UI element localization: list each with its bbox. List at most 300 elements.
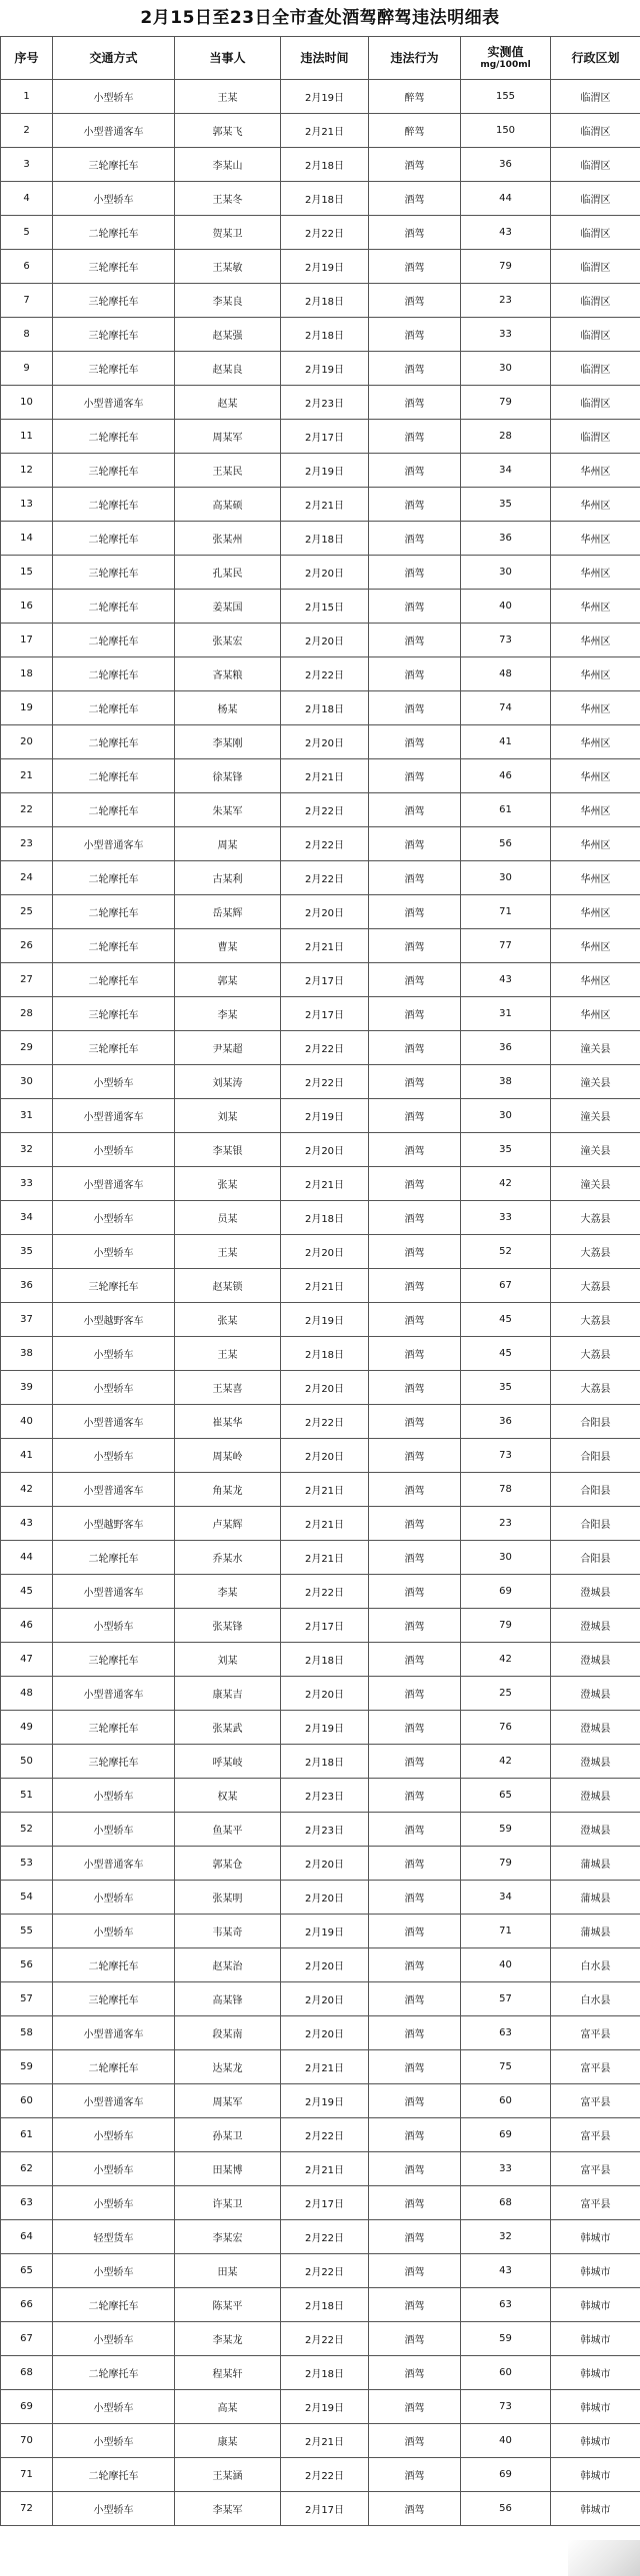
table-row	[1, 1133, 640, 1167]
cell-party: 张某州	[175, 522, 281, 556]
cell-party: 周某军	[175, 2084, 281, 2118]
cell-measured: 77	[461, 929, 551, 963]
cell-party: 贺某卫	[175, 216, 281, 250]
cell-time: 2月20日	[281, 725, 369, 759]
cell-district: 大荔县	[551, 1303, 640, 1337]
table-row	[1, 114, 640, 148]
table-row	[1, 250, 640, 284]
cell-vehicle: 小型轿车	[53, 1813, 175, 1847]
cell-district: 临渭区	[551, 352, 640, 386]
cell-district: 华州区	[551, 488, 640, 522]
cell-time: 2月20日	[281, 624, 369, 657]
cell-party: 周某军	[175, 420, 281, 454]
cell-vehicle: 二轮摩托车	[53, 963, 175, 997]
cell-measured: 76	[461, 1711, 551, 1745]
cell-index: 32	[1, 1133, 53, 1167]
cell-time: 2月23日	[281, 386, 369, 420]
cell-time: 2月19日	[281, 454, 369, 488]
cell-measured: 28	[461, 420, 551, 454]
cell-district: 华州区	[551, 725, 640, 759]
cell-vehicle: 小型普通客车	[53, 2084, 175, 2118]
table-row	[1, 1269, 640, 1303]
cell-vehicle: 小型轿车	[53, 182, 175, 216]
cell-index: 27	[1, 963, 53, 997]
cell-party: 周某	[175, 827, 281, 861]
cell-measured: 36	[461, 1405, 551, 1439]
cell-party: 赵某	[175, 386, 281, 420]
cell-measured: 79	[461, 1847, 551, 1881]
cell-measured: 78	[461, 1473, 551, 1507]
cell-violation: 酒驾	[369, 1167, 461, 1201]
cell-district: 华州区	[551, 522, 640, 556]
cell-district: 富平县	[551, 2152, 640, 2186]
cell-time: 2月18日	[281, 522, 369, 556]
cell-measured: 44	[461, 182, 551, 216]
cell-violation: 酒驾	[369, 827, 461, 861]
cell-measured: 41	[461, 725, 551, 759]
cell-violation: 酒驾	[369, 1371, 461, 1405]
cell-index: 72	[1, 2492, 53, 2526]
cell-party: 杨某	[175, 691, 281, 725]
cell-measured: 30	[461, 352, 551, 386]
cell-violation: 酒驾	[369, 624, 461, 657]
cell-time: 2月22日	[281, 1065, 369, 1099]
cell-index: 58	[1, 2016, 53, 2050]
cell-party: 乔某水	[175, 1541, 281, 1575]
cell-index: 43	[1, 1507, 53, 1541]
table-row	[1, 386, 640, 420]
cell-party: 高某硕	[175, 488, 281, 522]
cell-time: 2月22日	[281, 2458, 369, 2492]
cell-violation: 酒驾	[369, 1948, 461, 1982]
cell-party: 李某银	[175, 1133, 281, 1167]
cell-measured: 68	[461, 2186, 551, 2220]
cell-vehicle: 小型轿车	[53, 2390, 175, 2424]
cell-index: 68	[1, 2356, 53, 2390]
cell-measured: 33	[461, 318, 551, 352]
violation-table	[0, 36, 640, 2526]
cell-time: 2月18日	[281, 182, 369, 216]
cell-time: 2月21日	[281, 1507, 369, 1541]
cell-measured: 67	[461, 1269, 551, 1303]
cell-violation: 酒驾	[369, 1473, 461, 1507]
cell-violation: 酒驾	[369, 386, 461, 420]
cell-time: 2月21日	[281, 1473, 369, 1507]
cell-party: 王某涵	[175, 2458, 281, 2492]
cell-party: 高某	[175, 2390, 281, 2424]
cell-measured: 45	[461, 1337, 551, 1371]
cell-index: 33	[1, 1167, 53, 1201]
cell-measured: 69	[461, 2118, 551, 2152]
cell-violation: 酒驾	[369, 2118, 461, 2152]
cell-index: 3	[1, 148, 53, 182]
cell-party: 王某民	[175, 454, 281, 488]
cell-time: 2月22日	[281, 1405, 369, 1439]
cell-district: 澄城县	[551, 1779, 640, 1813]
cell-violation: 酒驾	[369, 793, 461, 827]
cell-violation: 酒驾	[369, 488, 461, 522]
cell-district: 韩城市	[551, 2458, 640, 2492]
cell-time: 2月22日	[281, 827, 369, 861]
cell-measured: 73	[461, 2390, 551, 2424]
cell-index: 21	[1, 759, 53, 793]
header-measured-unit: mg/100ml	[480, 59, 531, 70]
cell-party: 陈某平	[175, 2288, 281, 2322]
cell-index: 42	[1, 1473, 53, 1507]
cell-index: 11	[1, 420, 53, 454]
cell-measured: 34	[461, 1881, 551, 1915]
cell-violation: 醉驾	[369, 114, 461, 148]
cell-time: 2月20日	[281, 1371, 369, 1405]
cell-measured: 42	[461, 1167, 551, 1201]
cell-vehicle: 小型普通客车	[53, 1473, 175, 1507]
cell-violation: 酒驾	[369, 2424, 461, 2458]
cell-party: 曹某	[175, 929, 281, 963]
cell-violation: 酒驾	[369, 657, 461, 691]
cell-violation: 酒驾	[369, 725, 461, 759]
cell-measured: 23	[461, 284, 551, 318]
cell-index: 47	[1, 1643, 53, 1677]
cell-vehicle: 小型普通客车	[53, 1677, 175, 1711]
cell-index: 51	[1, 1779, 53, 1813]
cell-vehicle: 小型轿车	[53, 1371, 175, 1405]
cell-index: 71	[1, 2458, 53, 2492]
cell-measured: 33	[461, 2152, 551, 2186]
cell-time: 2月17日	[281, 997, 369, 1031]
cell-party: 周某岭	[175, 1439, 281, 1473]
cell-measured: 31	[461, 997, 551, 1031]
cell-violation: 酒驾	[369, 1643, 461, 1677]
cell-party: 尹某超	[175, 1031, 281, 1065]
cell-party: 王某	[175, 1235, 281, 1269]
cell-party: 达某龙	[175, 2050, 281, 2084]
cell-district: 澄城县	[551, 1643, 640, 1677]
cell-party: 李某山	[175, 148, 281, 182]
table-row	[1, 1881, 640, 1915]
cell-index: 40	[1, 1405, 53, 1439]
cell-time: 2月22日	[281, 2118, 369, 2152]
cell-measured: 40	[461, 590, 551, 624]
cell-district: 白水县	[551, 1948, 640, 1982]
cell-violation: 酒驾	[369, 352, 461, 386]
cell-time: 2月18日	[281, 691, 369, 725]
cell-district: 合阳县	[551, 1507, 640, 1541]
table-row	[1, 1473, 640, 1507]
cell-violation: 酒驾	[369, 2492, 461, 2526]
cell-district: 蒲城县	[551, 1915, 640, 1948]
cell-district: 华州区	[551, 590, 640, 624]
cell-measured: 36	[461, 522, 551, 556]
cell-party: 呼某岐	[175, 1745, 281, 1779]
cell-time: 2月18日	[281, 1337, 369, 1371]
cell-vehicle: 三轮摩托车	[53, 148, 175, 182]
cell-time: 2月21日	[281, 1167, 369, 1201]
table-row	[1, 80, 640, 114]
table-row	[1, 2390, 640, 2424]
cell-district: 韩城市	[551, 2356, 640, 2390]
cell-party: 崔某华	[175, 1405, 281, 1439]
cell-violation: 酒驾	[369, 963, 461, 997]
cell-party: 康某	[175, 2424, 281, 2458]
table-row	[1, 725, 640, 759]
cell-district: 潼关县	[551, 1099, 640, 1133]
cell-measured: 63	[461, 2288, 551, 2322]
table-row	[1, 2322, 640, 2356]
cell-vehicle: 小型轿车	[53, 2322, 175, 2356]
cell-measured: 42	[461, 1643, 551, 1677]
cell-district: 临渭区	[551, 148, 640, 182]
header-time: 违法时间	[281, 37, 369, 80]
cell-time: 2月15日	[281, 590, 369, 624]
cell-measured: 75	[461, 2050, 551, 2084]
cell-index: 55	[1, 1915, 53, 1948]
cell-district: 临渭区	[551, 386, 640, 420]
cell-measured: 155	[461, 80, 551, 114]
cell-measured: 63	[461, 2016, 551, 2050]
cell-vehicle: 小型普通客车	[53, 827, 175, 861]
table-row	[1, 522, 640, 556]
cell-time: 2月22日	[281, 657, 369, 691]
cell-vehicle: 三轮摩托车	[53, 1745, 175, 1779]
cell-district: 华州区	[551, 827, 640, 861]
cell-district: 富平县	[551, 2186, 640, 2220]
cell-time: 2月19日	[281, 2084, 369, 2118]
cell-violation: 酒驾	[369, 1031, 461, 1065]
cell-vehicle: 小型普通客车	[53, 1405, 175, 1439]
cell-measured: 52	[461, 1235, 551, 1269]
table-row	[1, 2186, 640, 2220]
cell-vehicle: 小型轿车	[53, 2424, 175, 2458]
table-row	[1, 1065, 640, 1099]
cell-index: 59	[1, 2050, 53, 2084]
table-row	[1, 1099, 640, 1133]
cell-measured: 59	[461, 2322, 551, 2356]
table-row	[1, 1201, 640, 1235]
cell-violation: 酒驾	[369, 522, 461, 556]
cell-party: 李某宏	[175, 2220, 281, 2254]
cell-district: 澄城县	[551, 1745, 640, 1779]
cell-measured: 79	[461, 1609, 551, 1643]
table-row	[1, 1711, 640, 1745]
table-row	[1, 2492, 640, 2526]
cell-violation: 酒驾	[369, 2016, 461, 2050]
cell-district: 富平县	[551, 2118, 640, 2152]
cell-district: 大荔县	[551, 1337, 640, 1371]
table-row	[1, 624, 640, 657]
cell-index: 57	[1, 1982, 53, 2016]
cell-measured: 43	[461, 2254, 551, 2288]
cell-vehicle: 小型普通客车	[53, 114, 175, 148]
cell-index: 10	[1, 386, 53, 420]
cell-time: 2月21日	[281, 114, 369, 148]
cell-time: 2月21日	[281, 929, 369, 963]
cell-party: 段某南	[175, 2016, 281, 2050]
cell-district: 潼关县	[551, 1031, 640, 1065]
cell-vehicle: 三轮摩托车	[53, 997, 175, 1031]
cell-party: 韦某奇	[175, 1915, 281, 1948]
cell-vehicle: 小型普通客车	[53, 2016, 175, 2050]
cell-time: 2月17日	[281, 1609, 369, 1643]
cell-violation: 酒驾	[369, 2356, 461, 2390]
cell-vehicle: 二轮摩托车	[53, 725, 175, 759]
cell-measured: 48	[461, 657, 551, 691]
cell-time: 2月22日	[281, 2254, 369, 2288]
cell-district: 合阳县	[551, 1541, 640, 1575]
table-row	[1, 1643, 640, 1677]
header-vehicle: 交通方式	[53, 37, 175, 80]
table-row	[1, 488, 640, 522]
cell-district: 华州区	[551, 997, 640, 1031]
table-row	[1, 1779, 640, 1813]
table-row	[1, 1031, 640, 1065]
cell-violation: 酒驾	[369, 2390, 461, 2424]
cell-index: 41	[1, 1439, 53, 1473]
cell-index: 22	[1, 793, 53, 827]
cell-index: 44	[1, 1541, 53, 1575]
cell-vehicle: 小型轿车	[53, 2254, 175, 2288]
cell-violation: 酒驾	[369, 1677, 461, 1711]
cell-party: 朱某军	[175, 793, 281, 827]
cell-district: 韩城市	[551, 2254, 640, 2288]
table-row	[1, 1609, 640, 1643]
cell-party: 田某	[175, 2254, 281, 2288]
cell-district: 华州区	[551, 929, 640, 963]
cell-vehicle: 三轮摩托车	[53, 556, 175, 590]
cell-violation: 酒驾	[369, 1269, 461, 1303]
cell-index: 56	[1, 1948, 53, 1982]
table-row	[1, 318, 640, 352]
cell-violation: 酒驾	[369, 1711, 461, 1745]
cell-vehicle: 二轮摩托车	[53, 2050, 175, 2084]
cell-time: 2月18日	[281, 318, 369, 352]
cell-time: 2月22日	[281, 1575, 369, 1609]
cell-party: 李某龙	[175, 2322, 281, 2356]
table-row	[1, 691, 640, 725]
cell-measured: 71	[461, 895, 551, 929]
cell-violation: 酒驾	[369, 2458, 461, 2492]
cell-violation: 酒驾	[369, 861, 461, 895]
cell-party: 王某	[175, 80, 281, 114]
cell-index: 61	[1, 2118, 53, 2152]
cell-time: 2月19日	[281, 352, 369, 386]
cell-index: 49	[1, 1711, 53, 1745]
cell-vehicle: 小型轿车	[53, 1235, 175, 1269]
cell-district: 华州区	[551, 454, 640, 488]
cell-time: 2月20日	[281, 1235, 369, 1269]
table-row	[1, 1405, 640, 1439]
cell-measured: 34	[461, 454, 551, 488]
cell-party: 李某良	[175, 284, 281, 318]
cell-measured: 57	[461, 1982, 551, 2016]
cell-vehicle: 小型轿车	[53, 1439, 175, 1473]
cell-violation: 酒驾	[369, 1065, 461, 1099]
cell-vehicle: 小型轿车	[53, 1201, 175, 1235]
table-row	[1, 2254, 640, 2288]
cell-party: 张某	[175, 1303, 281, 1337]
cell-district: 临渭区	[551, 318, 640, 352]
cell-violation: 酒驾	[369, 1405, 461, 1439]
cell-party: 吝某粮	[175, 657, 281, 691]
cell-index: 53	[1, 1847, 53, 1881]
cell-measured: 30	[461, 556, 551, 590]
table-row	[1, 2424, 640, 2458]
cell-district: 韩城市	[551, 2322, 640, 2356]
cell-measured: 79	[461, 386, 551, 420]
cell-violation: 酒驾	[369, 691, 461, 725]
cell-vehicle: 三轮摩托车	[53, 1031, 175, 1065]
cell-district: 大荔县	[551, 1235, 640, 1269]
cell-district: 蒲城县	[551, 1847, 640, 1881]
cell-time: 2月18日	[281, 1201, 369, 1235]
header-row	[1, 37, 640, 80]
cell-measured: 150	[461, 114, 551, 148]
table-row	[1, 861, 640, 895]
cell-vehicle: 二轮摩托车	[53, 624, 175, 657]
cell-violation: 酒驾	[369, 929, 461, 963]
cell-party: 田某博	[175, 2152, 281, 2186]
cell-district: 华州区	[551, 657, 640, 691]
cell-violation: 酒驾	[369, 148, 461, 182]
cell-vehicle: 二轮摩托车	[53, 1948, 175, 1982]
cell-vehicle: 小型越野客车	[53, 1507, 175, 1541]
cell-party: 鱼某平	[175, 1813, 281, 1847]
cell-time: 2月21日	[281, 1269, 369, 1303]
cell-violation: 酒驾	[369, 2186, 461, 2220]
cell-party: 孔某民	[175, 556, 281, 590]
cell-district: 蒲城县	[551, 1881, 640, 1915]
table-row	[1, 590, 640, 624]
cell-party: 郭某	[175, 963, 281, 997]
cell-index: 2	[1, 114, 53, 148]
table-row	[1, 1847, 640, 1881]
cell-party: 古某利	[175, 861, 281, 895]
table-row	[1, 1235, 640, 1269]
cell-index: 35	[1, 1235, 53, 1269]
cell-vehicle: 小型轿车	[53, 1133, 175, 1167]
cell-vehicle: 小型普通客车	[53, 386, 175, 420]
cell-index: 28	[1, 997, 53, 1031]
cell-vehicle: 小型轿车	[53, 1915, 175, 1948]
cell-party: 角某龙	[175, 1473, 281, 1507]
cell-party: 郭某飞	[175, 114, 281, 148]
table-row	[1, 2356, 640, 2390]
table-row	[1, 216, 640, 250]
cell-vehicle: 小型轿车	[53, 1609, 175, 1643]
cell-index: 20	[1, 725, 53, 759]
cell-vehicle: 小型普通客车	[53, 1167, 175, 1201]
cell-violation: 酒驾	[369, 216, 461, 250]
table-row	[1, 793, 640, 827]
cell-index: 67	[1, 2322, 53, 2356]
cell-district: 大荔县	[551, 1269, 640, 1303]
cell-measured: 56	[461, 827, 551, 861]
cell-index: 63	[1, 2186, 53, 2220]
cell-vehicle: 二轮摩托车	[53, 895, 175, 929]
cell-measured: 30	[461, 1099, 551, 1133]
cell-district: 合阳县	[551, 1405, 640, 1439]
cell-index: 25	[1, 895, 53, 929]
cell-district: 澄城县	[551, 1711, 640, 1745]
header-district: 行政区划	[551, 37, 640, 80]
cell-district: 华州区	[551, 759, 640, 793]
cell-measured: 42	[461, 1745, 551, 1779]
table-row	[1, 1167, 640, 1201]
cell-party: 刘某	[175, 1099, 281, 1133]
table-row	[1, 997, 640, 1031]
cell-district: 澄城县	[551, 1677, 640, 1711]
cell-district: 合阳县	[551, 1439, 640, 1473]
table-row	[1, 2118, 640, 2152]
